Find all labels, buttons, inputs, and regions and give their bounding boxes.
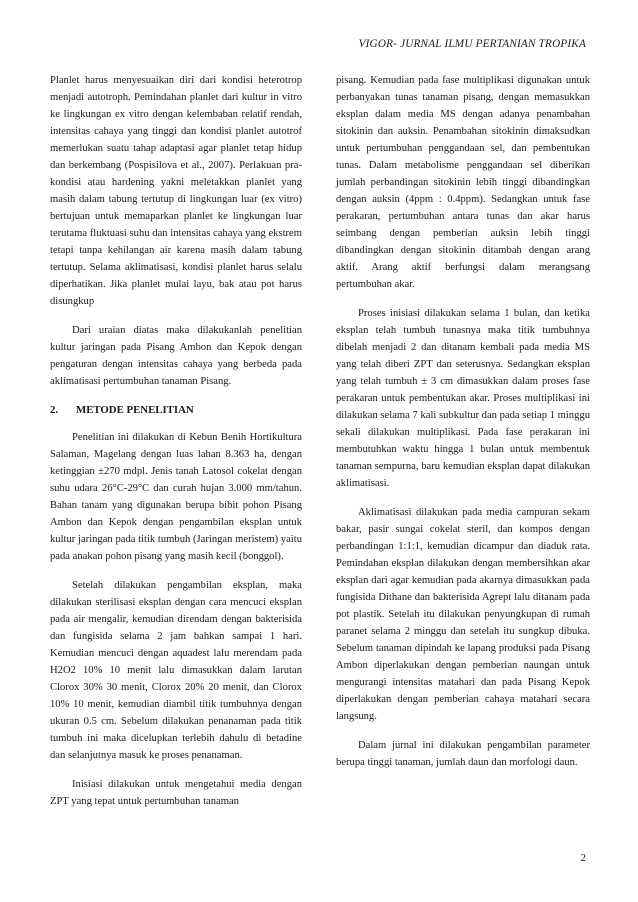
left-paragraph-1: Planlet harus menyesuaikan diri dari kondisi heterotrop menjadi autotroph. Pemindahan planlet dari kultur in vitro ke lingkungan ex vitro dengan kelembaban relatif rendah, intensitas cahaya yang tinggi dan kondisi planlet autotrof memerlukan suatu tahap adaptasi agar planlet tetap hidup dan berkembang (Pospisilova et al., 2007). Perlakuan pra-kondisi atau hardening yakni meletakkan planlet yang masih dalam tabung tertutup di lingkungan luar (ex vitro) bertujuan untuk memaparkan planlet ke lingkungan luar terutama fluktuasi suhu dan intensitas cahaya yang ekstrem tetapi tanpa kehilangan air karena masih dalam tabung tertutup. Selama aklimatisasi, kondisi planlet harus selalu diperhatikan. Jika planlet mulai layu, bak atau pot harus disungkup: [50, 75, 302, 307]
right-column: [336, 72, 590, 783]
left-paragraph-5: Inisiasi dilakukan untuk mengetahui media dengan ZPT yang tepat untuk pertumbuhan tanaman: [50, 779, 302, 807]
journal-header: VIGOR- JURNAL ILMU PERTANIAN TROPIKA: [358, 38, 586, 50]
right-paragraph-2: Proses inisiasi dilakukan selama 1 bulan, dan ketika eksplan telah tumbuh tunasnya maka titik tumbuhnya dibelah menjadi 2 dan ditanam kembali pada media MS yang telah diberi ZPT dan seterusnya. Sedangkan eksplan yang telah tumbuh ± 3 cm dimasukkan dalam proses fase perakaran untuk pembentukan akar. Proses multiplikasi ini dilakukan selama 7 kali subkultur dan pada setiap 1 minggu sekali dilakukan multiplikasi. Pada fase perakaran ini membutuhkan waktu hingga 1 bulan untuk membentuk tanaman sempurna, baru kemudian eksplan dapat dilakukan aklimatisasi.: [336, 308, 590, 489]
left-paragraph-2: Dari uraian diatas maka dilakukanlah penelitian kultur jaringan pada Pisang Ambon dan Kepok dengan pengaturan dengan intensitas cahaya yang berbeda pada aklimatisasi pertumbuhan tanaman Pisang.: [50, 325, 302, 387]
right-paragraph-3: Aklimatisasi dilakukan pada media campuran sekam bakar, pasir sungai cokelat steril, dan kompos dengan perbandingan 1:1:1, kemudian dicampur dan diaduk rata. Pemindahan eksplan dilakukan dengan membersihkan akar eksplan dari agar kemudian pada akarnya dimasukkan pada fungisida Dithane dan bakterisida Agrept lalu ditanam pada pot plastik. Setelah itu dilakukan penyungkupan di rumah paranet selama 2 minggu dan setelah itu sungkup dibuka. Sebelum tanaman dipindah ke lapang produksi pada Pisang Ambon diperlakukan dengan pemberian naungan untuk mengurangi intensitas matahari dan pada Pisang Kepok diperlakukan dengan pemberian cahaya matahari secara langsung.: [336, 507, 590, 722]
right-paragraph-4: Dalam jurnal ini dilakukan pengambilan parameter berupa tinggi tanaman, jumlah daun dan morfologi daun.: [336, 740, 590, 768]
page-number: 2: [580, 852, 586, 864]
section-title: METODE PENELITIAN: [76, 404, 194, 416]
left-column: [50, 72, 302, 822]
section-heading: [50, 402, 302, 419]
right-paragraph-1: pisang. Kemudian pada fase multiplikasi digunakan untuk perbanyakan tunas tanaman pisang, dengan memasukkan eksplan dalam media MS dengan adanya penambahan sitokinin dan auksin. Penambahan sitokinin dimaksudkan untuk pertumbuhan penggandaan sel, dan pembentukan tunas. Dalam metabolisme penggandaan sel diberikan jumlah perbandingan sitokinin lebih tinggi dibandingkan dengan auksin (4ppm : 0.4ppm). Sedangkan untuk fase perakaran, pertumbuhan antara tunas dan akar harus seimbang dengan pemberian auksin lebih tinggi dibandingkan dengan sitokinin ditambah dengan arang aktif. Arang aktif berfungsi dalam merangsang pertumbuhan akar.: [336, 75, 590, 290]
left-paragraph-4: Setelah dilakukan pengambilan eksplan, maka dilakukan sterilisasi eksplan dengan cara mencuci eksplan pada air mengalir, kemudian direndam dengan bakterisida dan fungisida selama 2 jam bahkan sampai 1 hari. Kemudian mencuci dengan aquadest lalu merendam pada H2O2 10% 10 menit lalu dimasukkan dalam larutan Clorox 30% 30 menit, Clorox 20% 20 menit, dan Clorox 10% 10 menit, kemudian diambil titik tumbuhnya dengan ukuran 0.5 cm. Sebelum dilakukan penanaman pada titik tumbuh ini maka dicelupkan terlebih dahulu di betadine dan selanjutnya masuk ke proses penanaman.: [50, 580, 302, 761]
left-paragraph-3: Penelitian ini dilakukan di Kebun Benih Hortikultura Salaman, Magelang dengan luas lahan 8.363 ha, dengan ketinggian ±270 mdpl. Jenis tanah Latosol cokelat dengan suhu udara 26°C-29°C dan curah hujan 3.000 mm/tahun. Bahan tanam yang digunakan berupa bibit pohon Pisang Ambon dan Kepok dengan pengambilan eksplan untuk kultur jaringan pada titik tumbuh (Jaringan meristem) yaitu pada anakan pohon pisang yang masih kecil (bonggol).: [50, 432, 302, 562]
section-number: 2.: [50, 404, 59, 416]
